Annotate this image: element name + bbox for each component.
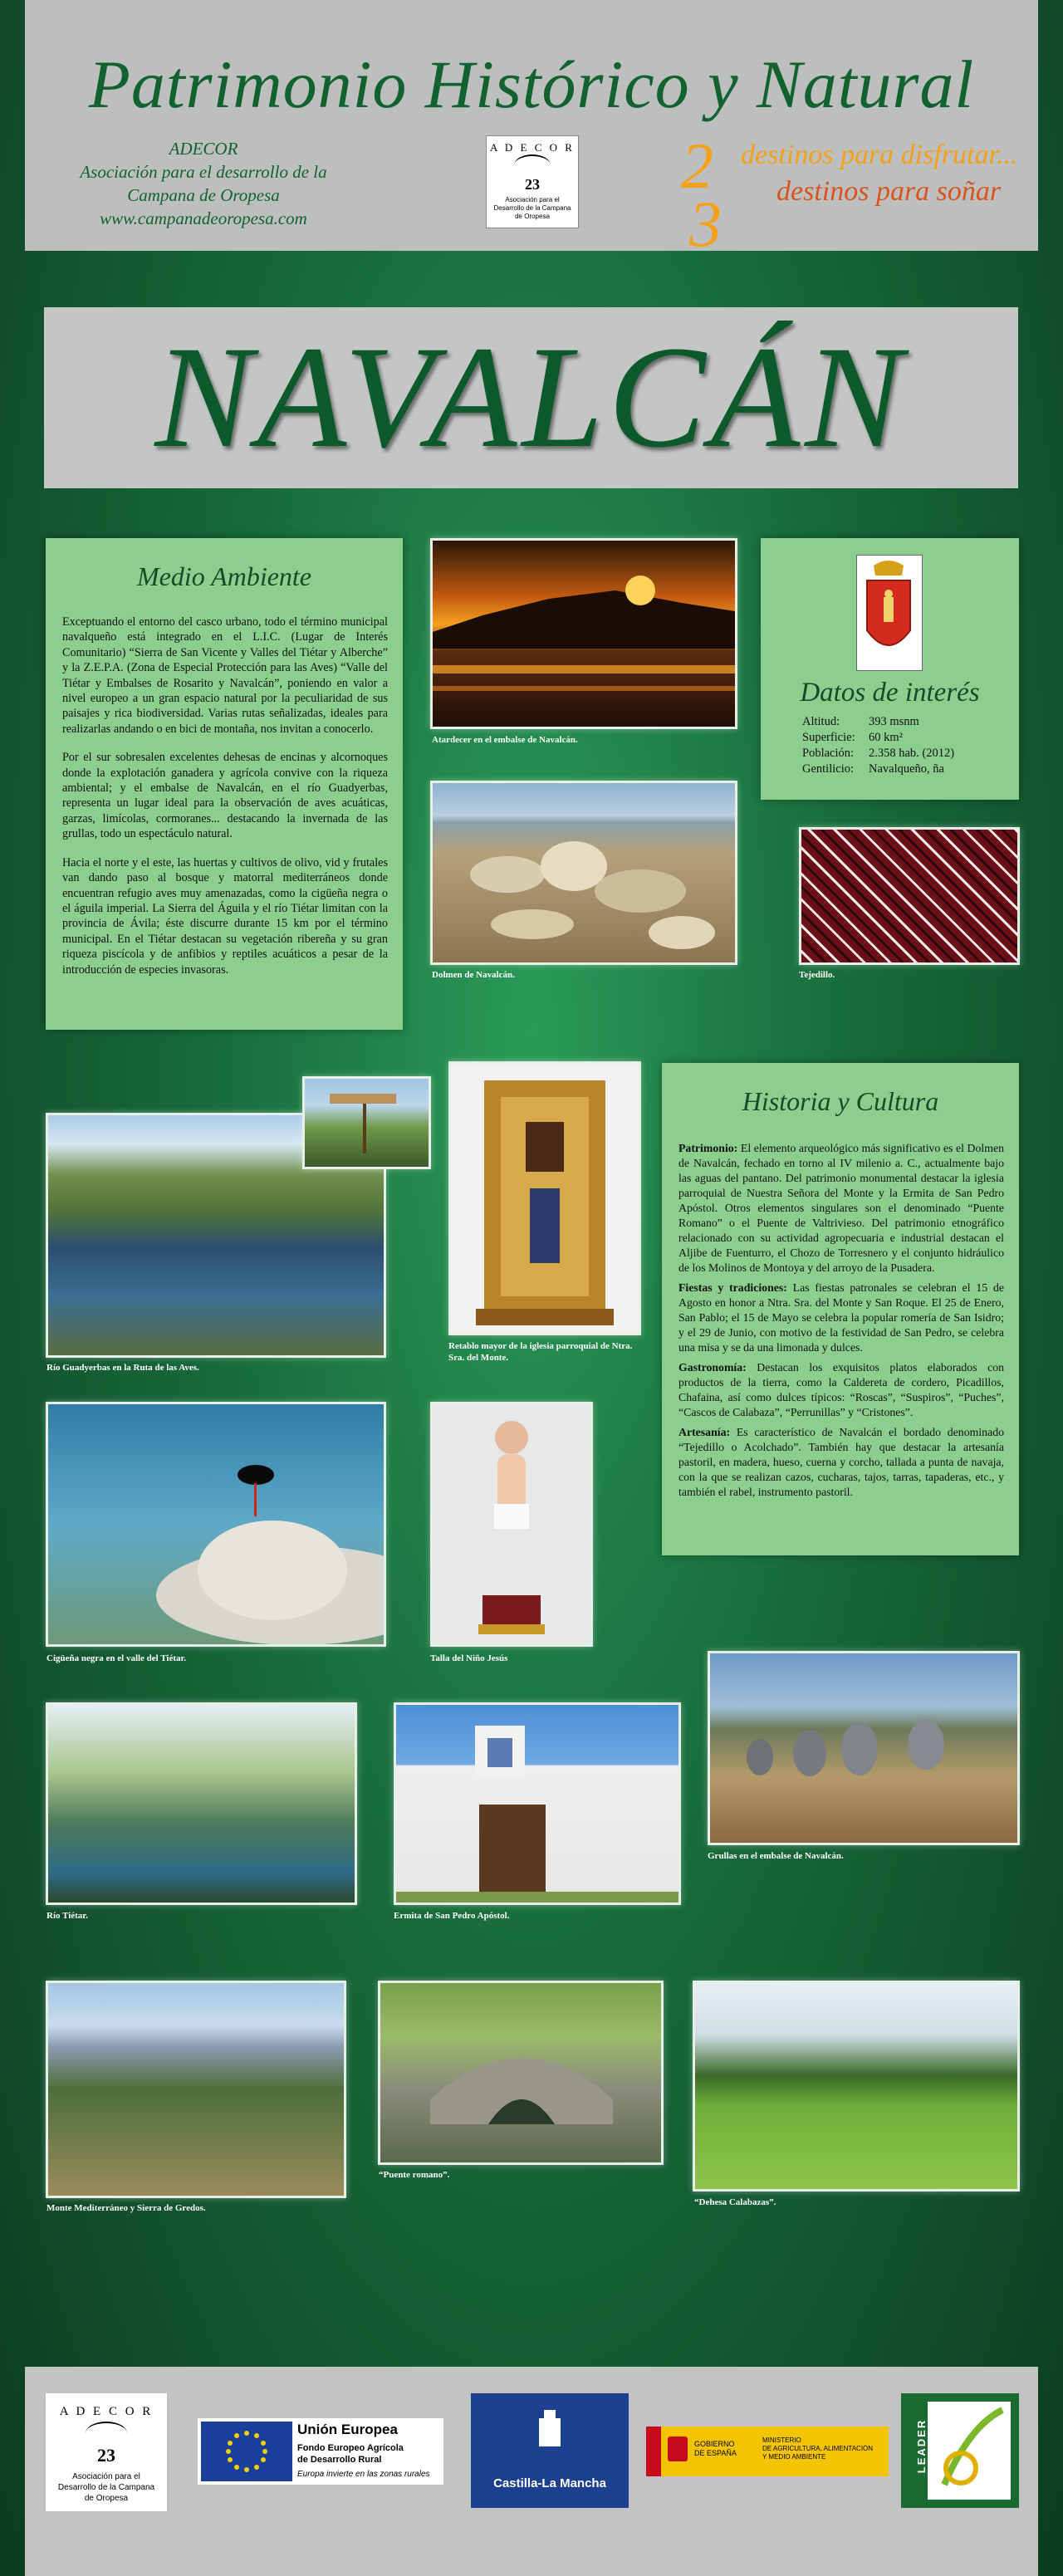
caption-retablo: Retablo mayor de la iglesia parroquial de Ntra. Sra. del Monte.: [448, 1341, 633, 1363]
photo-monte: [46, 1981, 346, 2198]
org-info: [62, 137, 345, 230]
caption-nino: Talla del Niño Jesús: [430, 1653, 508, 1663]
footer-gobierno-logo: GOBIERNO DE ESPAÑA MINISTERIO DE AGRICULTURA, ALIMENTACIÓN Y MEDIO AMBIENTE: [646, 2427, 889, 2476]
spain-flag-icon: [646, 2427, 661, 2476]
datos-table: [802, 714, 954, 777]
retablo-image: [451, 1064, 639, 1333]
datos-row: Población: 2.358 hab. (2012): [802, 747, 955, 760]
number-3: 3: [689, 188, 722, 260]
puente-image: [380, 1983, 661, 2162]
page-title: NAVALCÁN: [154, 316, 908, 478]
gastronomia-text: Destacan los exquisitos platos elaborados con productos de la tierra, como la Caldereta de cordero, Picadillos, Chafaina, así como dulces típicos: “Roscas”, “Suspiros”, “Puches”, “Cascos de Calabaza”, “Perrunillas” y “Cristones”.: [678, 1361, 1004, 1418]
datos-row: Altitud: 393 msnm: [802, 715, 919, 728]
artesania-label: Artesanía:: [678, 1426, 731, 1438]
medio-p1: Exceptuando el entorno del casco urbano, todo el término municipal navalqueño está integrado en el L.I.C. (Lugar de Interés Comunitario) “Sierra de San Vicente y Valles del Tiétar y Alberche” y la Z.E.P.A. (Zona de Especial Protección para las Aves) “Valle del Tiétar y Embalses de Rosarito y Navalcán”, poniendo en valor a nivel europeo a un gran espacio natural por la peculiaridad de sus paisajes y rica biodiversidad. Varias rutas señalizadas, ideales para realizarlas andando o en bici de montaña, nos invitan a conocerlo.: [62, 615, 388, 736]
eu-flag-icon: [201, 2422, 292, 2481]
org-name: ADECOR: [169, 139, 238, 159]
logo-number: 23: [525, 176, 540, 193]
medio-p3: Hacia el norte y el este, las huertas y cultivos de olivo, vid y frutales van dando paso al bosque y matorral mediterráneos donde encuentran refugio aves muy amenazadas, como la cigüeña negra o el águila imperial. La Sierra del Águila y el río Tiétar limitan con la provincia de Ávila; éste discurre durante 15 km por el término municipal. En el Tiétar destacan su vegetación ribereña y su gran riqueza piscícola y de anfibios y reptiles acuáticos a pesar de la introducción de especies invasoras.: [62, 855, 388, 977]
photo-tejedillo: [799, 827, 1020, 965]
header-title: Patrimonio Histórico y Natural: [88, 47, 975, 122]
photo-tietar: [46, 1702, 357, 1905]
logo-arc-icon: [86, 2422, 127, 2445]
footer-ue-logo: Unión Europea Fondo Europeo Agrícola de Desarrollo Rural Europa invierte en las zonas rurales: [198, 2418, 443, 2485]
number-2: 2: [681, 130, 713, 202]
tagline-2: destinos para soñar: [776, 176, 1002, 207]
caption-ermita: Ermita de San Pedro Apóstol.: [394, 1911, 510, 1921]
caption-grullas: Grullas en el embalse de Navalcán.: [708, 1851, 844, 1861]
caption-guadyerbas: Río Guadyerbas en la Ruta de las Aves.: [47, 1363, 199, 1373]
patrimonio-label: Patrimonio:: [678, 1142, 738, 1154]
signpost-image: [305, 1079, 429, 1167]
dolmen-image: [433, 783, 735, 962]
patrimonio-text: El elemento arqueológico más significativo es el Dolmen de Navalcán, fechado en torno al IV milenio a. C., actualmente bajo las aguas del pantano. Del patrimonio monumental destacar la iglesia parroquial de Nuestra Señora del Monte y la Ermita de San Pedro Apóstol. Otros elementos singulares son el denominado “Puente Romano” o el Puente de Valtrivieso. Del patrimonio etnográfico relacionado con su actividad agropecuaria e industrial destacan el Aljibe de Fuenturro, el Chozo de Torresnero y el conjunto hidráulico de los Molinos de Montoya y del arroyo de la Pusadera.: [678, 1142, 1005, 1274]
photo-ciguena: [46, 1402, 386, 1647]
medio-ambiente-title: Medio Ambiente: [136, 561, 311, 591]
footer-banner: [25, 2367, 1038, 2576]
datos-panel: [761, 538, 1019, 800]
spain-crest-icon: [668, 2436, 688, 2461]
datos-row: Gentilicio: Navalqueño, ña: [802, 762, 944, 776]
footer-adecor-logo: A D E C O R 23 Asociación para el Desarrollo de la Campana de Oropesa: [46, 2393, 167, 2511]
photo-retablo: [448, 1061, 641, 1335]
title-banner: [44, 307, 1018, 488]
fiestas-text: Las fiestas patronales se celebran el 15 de Agosto en honor a Ntra. Sra. del Monte y San Roque. El 25 de Enero, San Pablo; el 15 de Mayo se celebra la popular romería de San Isidro; y el 29 de Junio, con motivo de la festividad de San Pedro, se celebra una misa y se da una limonada y dulces.: [678, 1281, 1005, 1354]
gastronomia-label: Gastronomía:: [678, 1361, 747, 1374]
photo-ermita: [394, 1702, 681, 1905]
caption-dolmen: Dolmen de Navalcán.: [432, 970, 515, 980]
datos-row: Superficie: 60 km²: [802, 731, 904, 744]
photo-dolmen: [430, 781, 737, 965]
caption-tietar: Río Tiétar.: [47, 1911, 88, 1921]
leader-symbol-icon: [928, 2402, 1011, 2500]
sunset-image: [433, 541, 735, 727]
historia-panel: [662, 1063, 1019, 1555]
ermita-image: [396, 1705, 678, 1903]
caption-tejedillo: Tejedillo.: [799, 970, 835, 980]
org-desc-2: Campana de Oropesa: [127, 185, 280, 205]
datos-title: Datos de interés: [800, 678, 980, 708]
tagline-1: destinos para disfrutar...: [741, 140, 1018, 170]
clm-crest-icon: [471, 2393, 629, 2476]
historia-text: [678, 1141, 1004, 1505]
caption-dehesa: “Dehesa Calabazas”.: [694, 2197, 776, 2207]
historia-title: Historia y Cultura: [742, 1086, 939, 1116]
logo-caption: Asociación para el Desarrollo de la Campana de Oropesa: [493, 196, 571, 220]
stork-image: [48, 1404, 384, 1644]
medio-ambiente-panel: [46, 538, 403, 1030]
header-banner: [25, 0, 1038, 260]
caption-atardecer: Atardecer en el embalse de Navalcán.: [432, 735, 578, 745]
nino-image: [433, 1404, 590, 1644]
org-url[interactable]: www.campanadeoropesa.com: [100, 208, 307, 228]
logo-letters: A D E C O R: [490, 141, 575, 154]
medio-ambiente-text: [62, 615, 388, 991]
cranes-image: [710, 1653, 1017, 1843]
photo-dehesa: [693, 1981, 1020, 2192]
org-desc-1: Asociación para el desarrollo de la: [80, 162, 327, 182]
caption-ciguena: Cigüeña negra en el valle del Tiétar.: [47, 1653, 187, 1663]
artesania-text: Es característico de Navalcán el bordado denominado “Tejedillo o Acolchado”. También hay que destacar la artesanía pastoril, en madera, hueso, cuerna y corcho, tallada a punta de navaja, con la que se realizan cazos, cucharas, tajos, tarras, tapaderas, etc., y también el rabel, instrumento pastoril.: [678, 1426, 1004, 1498]
medio-p2: Por el sur sobresalen excelentes dehesas de encinas y alcornoques donde la explotación ganadera y agrícola convive con la riqueza ambiental; y el embalse de Navalcán, en el río Guadyerbas, representa un lugar ideal para la observación de aves acuáticas, garzas, limícolas, cormoranes... destacando la invernada de las grullas, todo un espectáculo natural.: [62, 751, 388, 841]
coat-of-arms-icon: [856, 555, 923, 671]
photo-puente: [378, 1981, 664, 2165]
number-23: [681, 130, 722, 260]
logo-arc-icon: [514, 154, 551, 176]
footer-leader-logo: LEADER: [901, 2393, 1019, 2508]
photo-grullas: [708, 1651, 1020, 1845]
fiestas-label: Fiestas y tradiciones:: [678, 1281, 787, 1294]
photo-signpost: [302, 1076, 431, 1169]
caption-puente: “Puente romano”.: [379, 2170, 450, 2180]
photo-atardecer: [430, 538, 737, 729]
photo-nino: [430, 1402, 593, 1647]
adecor-logo: [486, 135, 579, 228]
footer-clm-logo: Castilla-La Mancha: [471, 2393, 629, 2508]
caption-monte: Monte Mediterráneo y Sierra de Gredos.: [47, 2203, 206, 2213]
